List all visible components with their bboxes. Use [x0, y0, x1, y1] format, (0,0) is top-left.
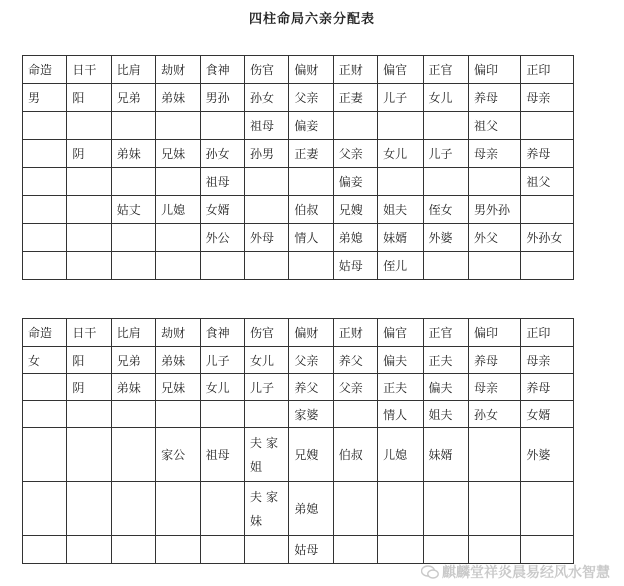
table-cell [111, 168, 155, 196]
table-cell: 祖母 [200, 168, 244, 196]
table-cell: 养母 [521, 374, 574, 401]
table-cell [244, 168, 288, 196]
table-cell: 伯叔 [333, 428, 377, 482]
table-cell: 偏妾 [289, 112, 333, 140]
table-cell: 外婆 [423, 224, 468, 252]
header-cell: 偏财 [289, 319, 333, 347]
table-cell: 正妻 [333, 84, 377, 112]
table-cell: 母亲 [468, 140, 520, 168]
table-cell [289, 168, 333, 196]
table-cell: 兄嫂 [289, 428, 333, 482]
table-cell [111, 112, 155, 140]
table-cell [23, 428, 67, 482]
table-row [23, 84, 574, 112]
table-cell: 父亲 [289, 84, 333, 112]
table-cell: 兄妹 [156, 374, 200, 401]
table-row [23, 112, 574, 140]
table-row [23, 347, 574, 374]
table-cell: 情人 [289, 224, 333, 252]
header-cell: 日干 [67, 56, 111, 84]
table-cell: 男外孙 [468, 196, 520, 224]
table-cell: 养母 [521, 140, 574, 168]
table-cell [521, 536, 574, 564]
table-cell [244, 196, 288, 224]
table-cell [111, 428, 155, 482]
table-cell [67, 196, 111, 224]
table-cell: 正夫 [423, 347, 468, 374]
table-cell [521, 196, 574, 224]
table-cell [244, 252, 288, 280]
table-cell: 孙女 [244, 84, 288, 112]
table-cell [156, 401, 200, 428]
table-cell: 女婿 [200, 196, 244, 224]
table-cell: 姑丈 [111, 196, 155, 224]
table-cell [423, 482, 468, 536]
table-cell [200, 482, 244, 536]
table-cell: 兄妹 [156, 140, 200, 168]
header-cell: 正印 [521, 56, 574, 84]
table-cell: 家婆 [289, 401, 333, 428]
table-cell: 偏夫 [423, 374, 468, 401]
table-row [23, 428, 574, 482]
table-cell: 孙女 [200, 140, 244, 168]
header-cell: 伤官 [244, 56, 288, 84]
table-cell [156, 168, 200, 196]
table-cell [111, 224, 155, 252]
table-row [23, 140, 574, 168]
table-cell: 外父 [468, 224, 520, 252]
table-cell: 女儿 [200, 374, 244, 401]
header-cell: 伤官 [244, 319, 288, 347]
table-cell [67, 252, 111, 280]
table-cell: 女婿 [521, 401, 574, 428]
table-cell [423, 168, 468, 196]
header-cell: 比肩 [111, 56, 155, 84]
table-cell: 父亲 [333, 374, 377, 401]
table-row [23, 196, 574, 224]
table-cell: 祖父 [468, 112, 520, 140]
table-cell: 女儿 [423, 84, 468, 112]
table-cell: 养母 [468, 347, 520, 374]
table-cell [23, 168, 67, 196]
table-cell [521, 112, 574, 140]
header-cell: 偏印 [468, 56, 520, 84]
table-cell: 养母 [468, 84, 520, 112]
table-cell [23, 196, 67, 224]
table-cell: 兄弟 [111, 347, 155, 374]
header-cell: 正财 [333, 56, 377, 84]
table-cell: 弟媳 [289, 482, 333, 536]
table-cell [23, 536, 67, 564]
table-cell [200, 252, 244, 280]
header-cell: 食神 [200, 319, 244, 347]
table-cell: 儿子 [423, 140, 468, 168]
table-cell: 偏夫 [378, 347, 423, 374]
table-cell [468, 482, 520, 536]
table-cell: 弟媳 [333, 224, 377, 252]
table-cell: 阴 [67, 140, 111, 168]
header-cell: 正官 [423, 56, 468, 84]
table-cell: 家公 [156, 428, 200, 482]
table-cell: 孙女 [468, 401, 520, 428]
table-cell: 弟妹 [111, 374, 155, 401]
table-cell: 正夫 [378, 374, 423, 401]
table-cell [23, 112, 67, 140]
table-cell [521, 252, 574, 280]
table-row [23, 374, 574, 401]
table-cell [423, 112, 468, 140]
table-cell: 儿子 [244, 374, 288, 401]
table-cell: 女儿 [378, 140, 423, 168]
table-cell [289, 252, 333, 280]
table-cell [521, 482, 574, 536]
table-cell: 妹婿 [378, 224, 423, 252]
table-cell: 母亲 [468, 374, 520, 401]
table-cell [378, 168, 423, 196]
table-cell: 外孙女 [521, 224, 574, 252]
table-cell [23, 252, 67, 280]
table-cell [244, 401, 288, 428]
table-cell [468, 536, 520, 564]
header-cell: 日干 [67, 319, 111, 347]
table-cell: 孙男 [244, 140, 288, 168]
wechat-icon [421, 565, 439, 579]
table-cell: 弟妹 [156, 84, 200, 112]
table-cell: 弟妹 [111, 140, 155, 168]
table-row [23, 401, 574, 428]
table-cell [67, 224, 111, 252]
header-cell: 正印 [521, 319, 574, 347]
header-cell: 正财 [333, 319, 377, 347]
table-cell: 姑母 [289, 536, 333, 564]
male-six-relatives-table [22, 55, 574, 280]
watermark [421, 562, 610, 582]
table-cell [156, 112, 200, 140]
table-cell: 姐夫 [423, 401, 468, 428]
watermark-text: 麒麟堂祥炎晨易经风水智慧 [442, 565, 610, 581]
table-cell: 男孙 [200, 84, 244, 112]
table-cell: 父亲 [289, 347, 333, 374]
table-cell: 外公 [200, 224, 244, 252]
table-cell [468, 428, 520, 482]
table-cell [333, 482, 377, 536]
female-six-relatives-table [22, 318, 574, 564]
table-cell: 偏妾 [333, 168, 377, 196]
table-cell [111, 536, 155, 564]
table-cell: 女 [23, 347, 67, 374]
table-cell [468, 168, 520, 196]
table-cell: 侄儿 [378, 252, 423, 280]
table-cell: 男 [23, 84, 67, 112]
table-cell [111, 401, 155, 428]
header-cell: 劫财 [156, 319, 200, 347]
table-cell: 正妻 [289, 140, 333, 168]
table-cell [156, 536, 200, 564]
table-cell [200, 401, 244, 428]
table-cell: 阴 [67, 374, 111, 401]
table-cell: 伯叔 [289, 196, 333, 224]
table-cell: 兄嫂 [333, 196, 377, 224]
table-row [23, 224, 574, 252]
table-cell: 养父 [289, 374, 333, 401]
table-cell [67, 112, 111, 140]
table-cell [67, 428, 111, 482]
table-cell: 侄女 [423, 196, 468, 224]
table-cell [23, 374, 67, 401]
table-cell: 阳 [67, 347, 111, 374]
table-cell [67, 482, 111, 536]
page-title: 四柱命局六亲分配表 [248, 12, 375, 27]
table-cell: 女儿 [244, 347, 288, 374]
table-header-row [23, 56, 574, 84]
table-cell: 姑母 [333, 252, 377, 280]
header-cell: 偏印 [468, 319, 520, 347]
header-cell: 食神 [200, 56, 244, 84]
table-cell: 母亲 [521, 347, 574, 374]
table-cell: 儿媳 [156, 196, 200, 224]
table-cell: 祖父 [521, 168, 574, 196]
table-cell [468, 252, 520, 280]
header-cell: 正官 [423, 319, 468, 347]
table-cell [200, 536, 244, 564]
table-cell: 兄弟 [111, 84, 155, 112]
table-cell [111, 252, 155, 280]
table-cell [67, 536, 111, 564]
table-cell: 夫家妹 [244, 482, 288, 536]
table-row [23, 482, 574, 536]
table-cell [333, 401, 377, 428]
header-cell: 偏财 [289, 56, 333, 84]
table-cell [333, 112, 377, 140]
table-cell [423, 252, 468, 280]
table-cell [23, 224, 67, 252]
table-cell [333, 536, 377, 564]
table-cell: 阳 [67, 84, 111, 112]
table-cell [23, 401, 67, 428]
table-row [23, 252, 574, 280]
table-cell [23, 140, 67, 168]
table-cell: 妹婿 [423, 428, 468, 482]
table-cell: 姐夫 [378, 196, 423, 224]
header-cell: 劫财 [156, 56, 200, 84]
table-cell: 母亲 [521, 84, 574, 112]
table-cell [111, 482, 155, 536]
table-cell [378, 112, 423, 140]
header-cell: 命造 [23, 319, 67, 347]
table-cell [200, 112, 244, 140]
table-cell [156, 224, 200, 252]
table-cell [156, 482, 200, 536]
header-cell: 偏官 [378, 319, 423, 347]
table-cell: 父亲 [333, 140, 377, 168]
table-cell: 情人 [378, 401, 423, 428]
table-cell: 外母 [244, 224, 288, 252]
table-cell: 祖母 [200, 428, 244, 482]
table-header-row [23, 319, 574, 347]
table-cell: 养父 [333, 347, 377, 374]
table-cell [378, 536, 423, 564]
table-row [23, 168, 574, 196]
table-cell [423, 536, 468, 564]
header-cell: 比肩 [111, 319, 155, 347]
table-cell: 夫家姐 [244, 428, 288, 482]
table-cell: 祖母 [244, 112, 288, 140]
table-cell [244, 536, 288, 564]
table-cell: 儿子 [200, 347, 244, 374]
table-cell [156, 252, 200, 280]
table-row [23, 536, 574, 564]
header-cell: 命造 [23, 56, 67, 84]
table-cell: 弟妹 [156, 347, 200, 374]
table-cell [67, 168, 111, 196]
table-cell [23, 482, 67, 536]
table-cell: 儿媳 [378, 428, 423, 482]
table-cell [67, 401, 111, 428]
table-cell [378, 482, 423, 536]
table-cell: 儿子 [378, 84, 423, 112]
table-cell: 外婆 [521, 428, 574, 482]
header-cell: 偏官 [378, 56, 423, 84]
